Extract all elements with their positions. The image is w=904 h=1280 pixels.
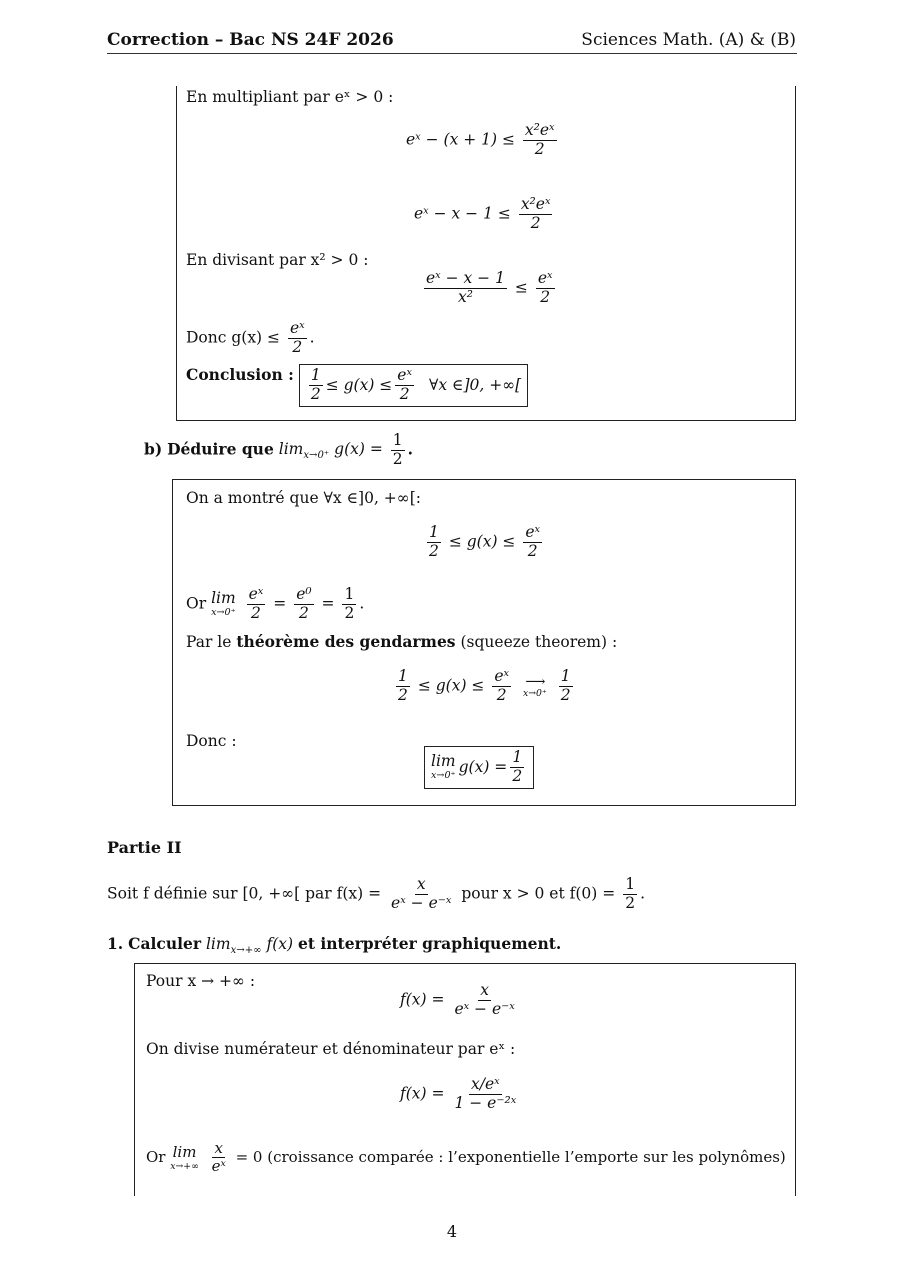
- conclusion-line: [186, 364, 528, 407]
- text-divide-by-ex: On divise numérateur et dénominateur par eˣ :: [146, 1040, 516, 1058]
- text-on-a-montre: On a montré que ∀x ∈]0, +∞[:: [186, 489, 421, 507]
- text-multiply: En multipliant par eˣ > 0 :: [186, 88, 394, 106]
- equation-2: eˣ − x − 1 ≤ $\frac{\text{x²eˣ}}{2}$: [414, 195, 551, 232]
- text-pour-x: Pour x → +∞ :: [146, 972, 256, 990]
- text-croissance-comparee: Or lim x→+∞ $\frac{x}{\text{eˣ}}$ = 0 (croissance comparée : l’exponentielle l’emporte sur les polynômes): [146, 1139, 786, 1176]
- text-or-limit: Or lim x→0⁺ $\frac{\text{eˣ}}{2}$ = $\frac{\text{e⁰}}{2}$ = $\frac{1}{2}$ .: [186, 585, 365, 622]
- section-title-partie-2: Partie II: [107, 838, 182, 857]
- equation-1: eˣ − (x + 1) ≤ $\frac{\text{x²eˣ}}{2}$: [406, 121, 555, 158]
- text-gendarmes: Par le théorème des gendarmes (squeeze theorem) :: [186, 632, 618, 651]
- equation-3: $\frac{\text{eˣ − x − 1}}{\text{x²}}$ ≤ $\frac{\text{eˣ}}{2}$: [426, 269, 553, 306]
- text-divide: En divisant par x² > 0 :: [186, 251, 369, 269]
- text-donc-g: Donc g(x) ≤ $\frac{\text{eˣ}}{2}$ .: [186, 319, 315, 356]
- equation-framing: $\frac{1}{2}$ ≤ g(x) ≤ $\frac{\text{eˣ}}{2}$: [429, 523, 541, 560]
- page-number: 4: [446, 1222, 458, 1241]
- question-b-heading: b) Déduire que $\lim_{x\to 0^+} g(x)$ = $\frac{1}{2}$ .: [144, 431, 414, 468]
- conclusion-boxed: $\frac{1}{2}$ ≤ g(x) ≤ $\frac{\text{eˣ}}{2}$ ∀x ∈]0, +∞[: [299, 364, 528, 407]
- text-donc: Donc :: [186, 732, 237, 750]
- header-left-title: Correction – Bac NS 24F 2026: [107, 30, 394, 50]
- final-limit-boxed: lim x→0⁺ g(x) = $\frac{1}{2}$: [424, 746, 534, 789]
- conclusion-label: Conclusion :: [186, 365, 294, 384]
- equation-f-def: f(x) = $\frac{x}{\text{eˣ − e⁻ˣ}}$: [400, 981, 515, 1018]
- function-definition: Soit f définie sur [0, +∞[ par f(x) = $\frac{x}{\text{eˣ − e⁻ˣ}}$ pour x > 0 et f(0) = $\frac{1}{2}$ .: [107, 875, 645, 912]
- equation-f-rewritten: f(x) = $\frac{\text{x/eˣ}}{\text{1 − e⁻²ˣ}}$: [400, 1075, 517, 1112]
- equation-squeeze: $\frac{1}{2}$ ≤ g(x) ≤ $\frac{\text{eˣ}}{2}$ ⟶ x→0⁺ $\frac{1}{2}$: [398, 667, 571, 704]
- header-right-title: Sciences Math. (A) & (B): [581, 30, 796, 50]
- header-divider: [107, 53, 797, 54]
- question-1-heading: 1. Calculer $\lim_{x\to+\infty} f(x)$ et interpréter graphiquement.: [107, 934, 562, 957]
